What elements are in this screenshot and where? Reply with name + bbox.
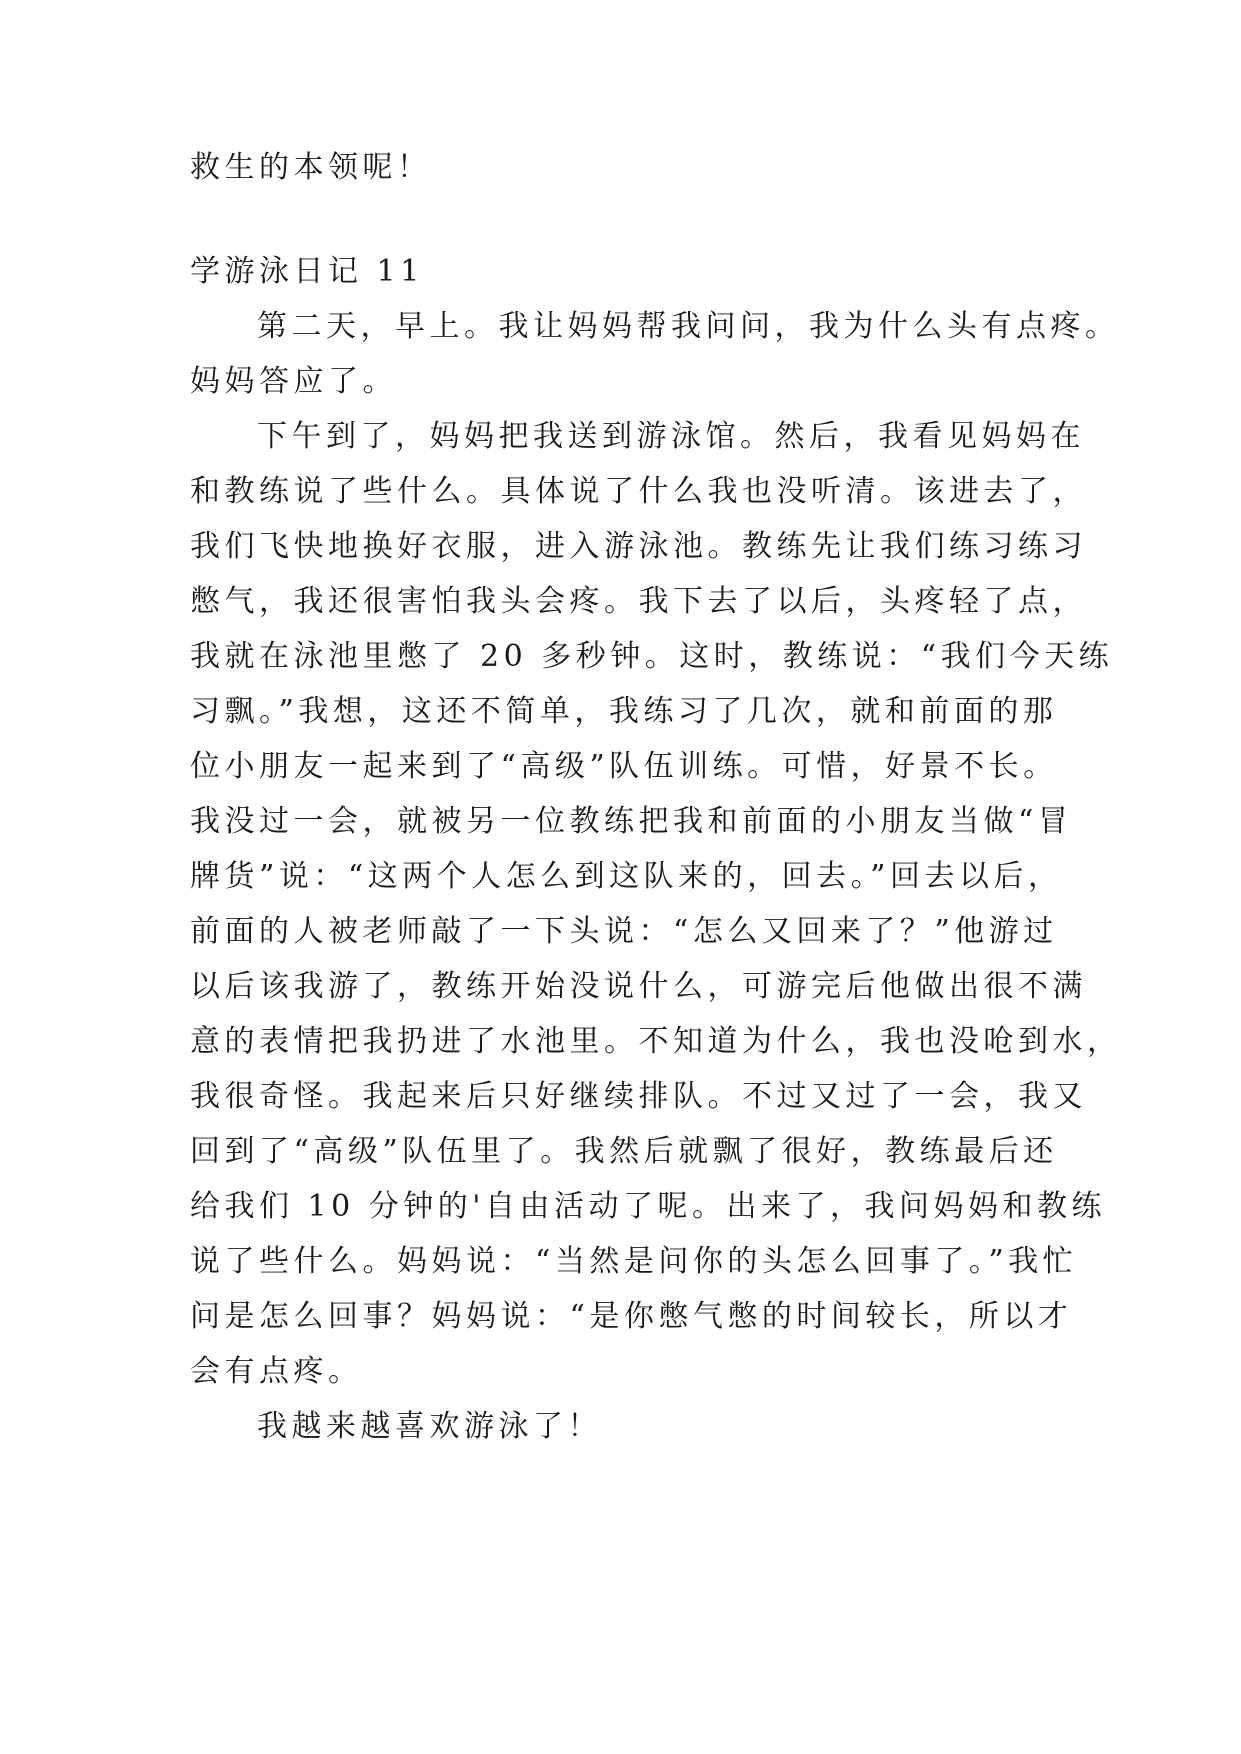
- text-line: 憋气，我还很害怕我头会疼。我下去了以后，头疼轻了点，: [190, 584, 1087, 619]
- text-line: 我很奇怪。我起来后只好继续排队。不过又过了一会，我又: [190, 1079, 1087, 1114]
- closing-fragment: 救生的本领呢！: [190, 150, 432, 185]
- text-line: 问是怎么回事？妈妈说：“是你憋气憋的时间较长，所以才: [190, 1299, 1073, 1334]
- text-line: 牌货”说：“这两个人怎么到这队来的，回去。”回去以后，: [190, 859, 1063, 894]
- text-line: 我们飞快地换好衣服，进入游泳池。教练先让我们练习练习: [190, 529, 1087, 564]
- text-line: 前面的人被老师敲了一下头说：“怎么又回来了？”他游过: [190, 914, 1058, 949]
- text-line: 会有点疼。: [190, 1354, 363, 1389]
- text-line: 第二天，早上。我让妈妈帮我问问，我为什么头有点疼。: [257, 309, 1120, 344]
- text-line: 我没过一会，就被另一位教练把我和前面的小朋友当做“冒: [190, 804, 1073, 839]
- text-line: 给我们 10 分钟的'自由活动了呢。出来了，我问妈妈和教练: [190, 1189, 1106, 1224]
- text-line: 意的表情把我扔进了水池里。不知道为什么，我也没呛到水，: [190, 1024, 1122, 1059]
- text-line: 我就在泳池里憋了 20 多秒钟。这时，教练说：“我们今天练: [190, 639, 1114, 674]
- text-line: 下午到了，妈妈把我送到游泳馆。然后，我看见妈妈在: [257, 419, 1085, 454]
- text-line: 说了些什么。妈妈说：“当然是问你的头怎么回事了。”我忙: [190, 1244, 1078, 1279]
- text-line: 以后该我游了，教练开始没说什么，可游完后他做出很不满: [190, 969, 1087, 1004]
- text-line: 我越来越喜欢游泳了！: [257, 1409, 602, 1444]
- diary-title: 学游泳日记 11: [190, 254, 424, 289]
- text-line: 妈妈答应了。: [190, 364, 397, 399]
- text-line: 和教练说了些什么。具体说了什么我也没听清。该进去了，: [190, 474, 1087, 509]
- text-line: 习飘。”我想，这还不简单，我练习了几次，就和前面的那: [190, 694, 1058, 729]
- text-line: 位小朋友一起来到了“高级”队伍训练。可惜，好景不长。: [190, 749, 1058, 784]
- text-line: 回到了“高级”队伍里了。我然后就飘了很好，教练最后还: [190, 1134, 1058, 1169]
